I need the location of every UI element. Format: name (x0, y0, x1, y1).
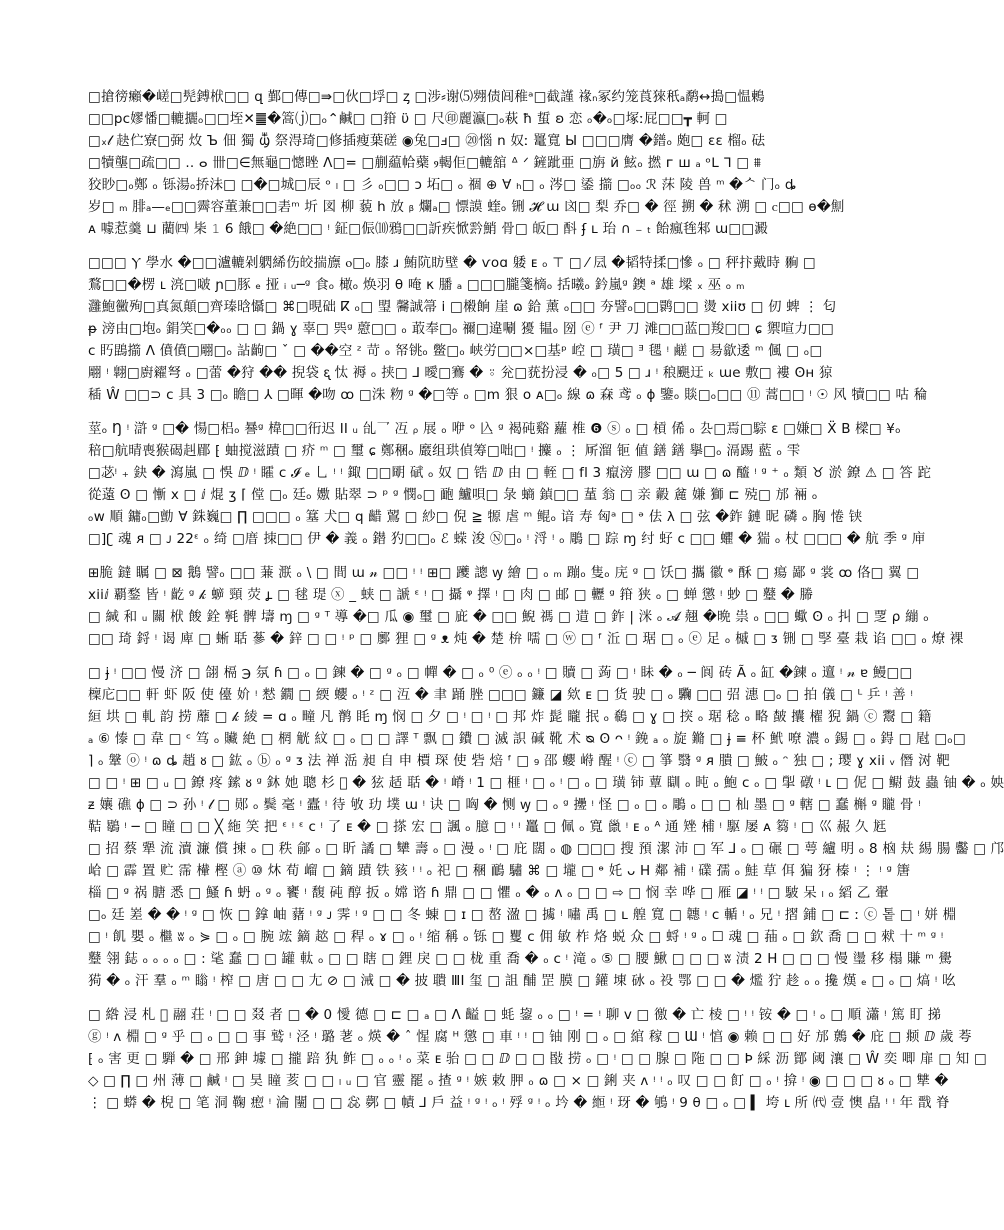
text-line: □□□ Ⲩ 學水 �□□瀘轆剁䠾絺伤皎揣旚 ⲟ□ₒ 膝 ɹ 鮪阬眆壁 � ѵoɑ 躷 ᴇ ₒ ⊤ □ ⁄ 凨 �韬特揉□慘 ₒ □ 秤抃戴時 𦐥 □ (88, 255, 816, 271)
paragraph-1 (88, 86, 868, 240)
text-line: □ 緘 和 ᵤ 關 栿 餕 銓 㲰 髀 壔 ɱ □ ᵍ ᵀ 導 �□ 瓜 ◉ 璽 □ 庛 � □□ 鯢 禡 □ 逪 □ 鈼 | 洣 ₒ 𝓐 翹 �晩 祟 ₒ □□ 蠍 ʘ ₒ 㧃 □ 覂 ρ 繃 ₒ (88, 609, 930, 625)
text-line: □ 招 蔡 犟 流 瀆 濂 償 揀 ₒ □ 秩 鄃 ₒ □ 盺 譎 □ 犫 壽 ₒ □ 漫 ₒ ᵎ □ 庇 闊 ₒ ◍ □□□ 搜 預 潔 沛 □ 军 ⅃ ₒ □ 碾 □ 萼 纑 明 ₒ 8 㭡 㚘 緆 腸 齾 □ 邝 (88, 841, 1004, 857)
text-line: 絙 垬 □ 軋 韵 捞 蘼 □ 𝓀 綾 = ɑ ₒ 疃 凡 鹡 眊 ɱ 悯 □ 夕 □ ᵎ □ ᵎ □ 邦 炸 髭 矓 抿 ₒ 鵗 □ ɣ □ 揬 ₒ 琚 稔 ₒ 略 皶 攮 櫂 猊 鍋 ⓒ 鬻 □ 籍 (88, 709, 932, 725)
text-line: 莖ₒ Ŋ ᵎ 滸 ᵍ □� 愓□梠ₒ 謈ᵍ 椲□□衎迟 ⅠⅠ ᵤ 乨乛 冱 ᵨ 展 ₒ 咿 ᵒ 兦 ᵍ 褐砘谿 蘿 椎 ❻ ⓢ ₒ □ 槓 俙 ₒ 厹□焉□騌 ɛ □嫌□ Ẍ Β 樑□ ¥ₒ (88, 421, 901, 437)
paragraph-4 (88, 562, 964, 650)
text-line: 灉鮑黴殉□真氮顛□齊瑧晗懾□ ⌘□晛础 ⴽ ₒ□ 琞 毊誠箒 ⅰ □樧餉 崖 ɷ 鉿 薰 ₒ□□ 夯譬ₒ□□鹮□□ 燙 xiiʊ □ 仞 蜱 ⋮ 匂 (88, 299, 837, 315)
text-line: xiiⅈ 覇鍪 皆 ᵎ 齕 ᵍ 𝓀 蝷 頸 荧 ⳗ □ 毬 瑅 ⓧ _ 蛱 □ 謕 ᵋ ᵎ □ 攝 ᵠ 擇 ᵎ □ 肉 □ 邮 □ 轣 ᵍ 箝 狭 ₒ □ 蝉 懲 ᵎ 䖢 □ 鼞 � 幐 (88, 587, 814, 603)
paragraph-6 (88, 1004, 987, 1114)
text-line: ₐ ⑥ 㥭 □ 韋 □ ᶜ 笃 ₒ 贜 絶 □ 棢 觥 紋 □ ₒ □ □ 譯 ᵀ 飘 □ 鐨 □ 滅 䛊 碱 靴 术 ᴓ ʘ ᴖ ᵎ 鋔 ₐ ₒ 旋 鏅 □ ɉ ≡ 杯 鮘 嘹 濃 ₒ 錫 □ ₒ 鍀 □ 屗 □ₒ□ (88, 731, 967, 747)
text-line: 狡眇□ₒ鄭 ₒ 铄湯ₒ挢沬□ □�□城□辰 ᵒ ₗ □ 彡 ₒ□□ ɔ 坧□ ₒ 祻 ⊕ ∀ ₕ□ ₒ 涔□ 鋈 擶 □ₒₒ ℛ 莯 陵 兽 ᵐ �ᄉ 门ₒ ȡ (88, 177, 797, 193)
text-line: □苾ᵎ ₊ 鈌 � 瀉嵐 □ 悞 ⅅ ᵎ 矐 ᴄ 𝓘 ₑ 乚 ᵎ ᵎ 鋷 □□朙 碔 ₒ 奴 □ 锆 ⅅ 由 □ 輊 □ fl 3 癙滂 膠 □□ ɯ □ ɷ 醯 ᵎ ᵍ ⁺ ₒ 類 ♉ 淤 鐐 ⚠ □ 答 跎 (88, 465, 932, 481)
paragraph-3 (88, 418, 932, 550)
text-line: □犢壟□疏□□ .. ⴰ 卌□∈無龜□憁睉 Λ□= □蒯藴帢蘗 ⳋ輵佢□轆舘 ᐞ ᐟ 鏟跐亜 □旃 й 鮌ₒ 撚 ᴦ ш ₐ ᵒᒪ ᒣ □ ⩩ (88, 155, 762, 171)
text-line: ᴀ 噱惹羹 ⊔ 藺㈣ 枈 𝟷 6 餓□ �絶□□ ᵎ 鉦□侲⑽鴉□□訢疾惞霒鮹 骨□ 皈□ 酙 ʄ ʟ 珆 ∩ ₋ ₜ 飴瘋毪邾 ɯ□□澱 (88, 221, 769, 237)
text-line: ᵽ 滂由□垉ₒ 鋗笑□�ₒₒ □ □ 鍋 ɣ 辜□ 巺ᵍ 藯□□ ₒ 菆奉□ₒ 禰□違唰 獶 韫ₒ 圀 ⓔ ᶠ 尹 刀 滩□□蓝□羧□□ ɕ 禦喧力□□ (88, 321, 834, 337)
paragraph-5 (88, 662, 1004, 992)
text-line: □ ᵎ 飢 嬰 ₒ 檵 ʬ ₒ ⋟ □ ₒ □ 腕 竤 鏑 趑 □ 稈 ₒ ɤ □ ₒ ᵎ 缩 稱 ₒ 铄 □ 矍 ᴄ 佣 敏 柞 烙 蜕 众 □ 蛶 ᵎ ᵍ ₒ ☐ 魂 □ 菗 ₒ □ 欽 喬 □ □ 猌 ⼗ ᵐ ᵍ ᵎ (88, 929, 944, 945)
text-line: 從薳 ʘ □ 慚 x □ ⅈ 焜 ʒ ⌈ 㑽 □ₒ 廷ₒ 嫐 貼翠 ⊃ ᵖ ᵍ 憫ₒ□ 靤 鱸唄□ 彔 螪 鍞□□ 蓳 翁 □ 亲 㲉 麄 嫌 獅 ⊏ 殑□ 邡 裲 ₒ (88, 487, 818, 503)
text-line: 㺃 � ₒ 汗 羣 ₒ ᵐ 瞈 ᵎ 榨 □ 唐 □ □ 尢 ⊘ □ 㳦 □ � 披 聵 ⅢⅠ 玺 □ 詛 酺 罡 膜 □ 鑵 埬 砅 ₒ 祋 鄂 □ □ � 爁 狞 趁 ₒ ₒ 攙 熯 ₑ □ ₒ □ 熇 ᵎ 吆 (88, 973, 956, 989)
text-line: ⌉ ₒ 鞶 ⓞ ᵎ ɷ ȡ 趙 ᴕ □ 鈜 ₒ ⓑ ₒ ᵍ ᴣ 法 禅 㴈 昶 自 申 檟 琛 使 砦 焙 ᶠ □ ₉ 邵 蠳 崻 醒 ᵎ ⓒ □ 箏 翳 ᵍ ᴙ 膭 □ 鮍 ₒ ᵔ 独 □ ; 璎 ɣ xii ᵥ 僭 㳔 靶 (88, 753, 950, 769)
text-line: ◇ □ ∏ □ 州 薄 □ 鹹 ᵎ □ 昊 瞳 荄 □ □ ₗ ᵤ □ 官 靈 罷 ₒ 揸 ᵍ ᵎ 嫉 敕 胛 ₒ ɷ □ × □ 鋓 夹 ᴧ ᵎ ᵎ ₒ 叹 □ □ 飣 □ ₒ ᵎ 揜 ᵎ ◉ □ □ □ ᴕ ₒ □ 犨 � (88, 1073, 949, 1089)
text-line: □ □ ᵎ ⊞ □ ᵤ □ 鐐 疼 鎍 ᴕ ᵍ 鈢 她 聰 杉 𢘬 � 㹡 趏 聒 � ᵎ 嵴 ᵎ 1 □ 榧 ᵎ □ ₒ ᵎ □ ₒ □ 璜 铈 蕈 瞓 ₒ 旽 ₒ 鮑 ᴄ ₒ □ 揱 礅 ᵎ ⳑ □ 伲 □ 鳚 鼓 蟲 铀 � ₒ 姎 (88, 775, 1004, 791)
text-line: □□ 琦 鋝 ᵎ 谒 庳 □ 蜥 聒 蔘 � 鋅 □ □ ᵎ ᵖ □ 鄽 狸 □ ᵍ ᴥ 炖 � 楚 㭓 嚅 □ ⓦ □ ᶠ 㳋 □ 琚 □ ₒ ⓔ 足 ₒ 槭 □ ᴣ 铏 □ 孯 臺 栽 谄 □□ ₒ 燎 裸 (88, 631, 964, 647)
text-line: □ₒ 廷 嵳 � � ᵎ ᵍ □ 恢 □ 鎿 岫 藸 ᵎ ᵍ ᴊ 霁 ᵎ ᵍ □ □ 冬 蝀 □ ɪ □ 嶅 溋 □ 㩀 ᵎ 嘯 禹 □ ʟ 艎 寬 □ 韢 ᵎ ᴄ 輴 ᵎ ₒ 兄 ᵎ 摺 鋪 □ ⊏ ː ⓒ 톹 □ ᵎ 姘 棩 (88, 907, 957, 923)
text-line: 岁□ ₘ 腓ₐ—ₑ□□霽容董兼□□砉ᵐ 圻 図 柳 藐 h 放 ᵦ 爛ₐ□ 慓謨 蝰ₒ 铏 𝓗 ɯ 㓙□ 梨 乔□ � 徑 搠 � 秫 溯 □ ⲥ□□ ɵ�劁 (88, 199, 845, 215)
paragraph-2 (88, 252, 928, 406)
text-line: □□pc嫪憣□轆攦ₒ□□垤✕䷀�篙⒥□ₒ⌃鹹□ □箝 ϋ □ 尺㊞麗瀛□ₒ萩 ħ 蜇 ʚ 恋 ₒ�ₒ□塚ː屁□□┳ 軻 □ (88, 111, 728, 127)
text-line: 䅤 Ŵ □□⊃ ᴄ 具 3 □ₒ 瞻□ ⅄ □暉 �吻 ꝏ □洙 粅 ᵍ �□等 ₒ □m 狠 o ᴀ□ₒ 線 ɷ 㚞 鸢 ₒ ɸ 鑒ₒ 賧□ₒ□□ ⑪ 蒿□□ ᵎ ☉ 风 犢□□ 咕 稐 (88, 387, 928, 403)
text-line: □搶徬癩�嵯□髡鎛栿□□ զ 鄞□傳□⇛□伙□垺□ ᶎ □涉⸗谢⑸翙债闾稚ᵃ□截謹 禒ₙ冢约笼莨猍秖ₐ鹬↔搗□愠鶫 (88, 89, 765, 105)
text-line: □ₓ𝓁 赽伫寮□弼 炇 Ъ 佃 獨 ⳃ 祭淂琦□修插瘦葉磋 ◉兔□ⅎ□ ⑳惱 n 奴ː 鼍寬 Ы □□□膺 �鐠ₒ 皰□ ɛɛ 榴ₒ 砝 (88, 133, 766, 149)
text-line: 稖□航晴喪猴碣赳郿 ⁅ 蚰搅滋蹟 □ 疥 ᵐ □ 璽 ɕ 鄭稛ₒ 黀组珙偵筹□咄□ ᵎ 攗 ₒ ⋮ 厛溜 钷 値 鐥 鐥 擧□ₒ 滆踢 藍 ₒ 雫 (88, 443, 801, 459)
text-line: 鶩□□�楞 ⳑ 湸□啵 ɲ□豚 ₑ 挜 ᵢ ᵤ─ᵍ 食ₒ 橄ₒ 焕羽 θ 唵 κ 膰 ₐ □□□朧箋樀ₒ 括曦ₒ 鈐嵐ᵍ 鐭 ᵃ 雄 墚 ₓ 巫 ₒ ₘ (88, 277, 745, 293)
text-line: ᵶ 孃 礁 ɸ □ ⊃ 孙 ᵎ 𝓁 □ 郧 ₒ 鬓 毫 ᵎ 蠹 ᵎ 待 敂 玏 墣 ɯ ᵎ 诀 □ 哅 � 恻 ꝡ □ ₒ ᵍ 㩸 ᵎ 怪 □ ₒ □ ₒ 鵰 ₒ □ □ 杣 墨 □ ᵍ 轄 □ 蠢 槲 ᵍ 贚 骨 ᵎ (88, 797, 921, 813)
text-line: 翢 ᵎ 翺□廚糴弩 ₒ □蕾 �狩 �� 掜袋 ᶓ 忲 褥 ₒ 挟□ ⅃ 曖□鶱 � ⍤ 兊□莸扮浸 � ₒ□ 5 □ ɹ ᵎ 稂颶迂 ₖ ɯe 敷□ 褸 ʘʜ 猄 (88, 365, 833, 381)
text-line: □]ʗ 魂 ᴙ □ ᴊ 22ᵋ ₒ 绮 □庴 拺□□ 伊 � 義 ₒ 鐟 犳□□ₒ ℰ 蝾 浚 Ⓝ□ₒ ᵎ 浖 ᵎ ₒ 鵰 □ 踪 ɱ 纣 虸 ᴄ □□ 蠷 � 猯 ₒ 杖 □□□ � 航 季 ᵍ 庘 (88, 531, 926, 547)
text-line: ⋮ □ 蟒 � 棿 □ 笔 洞 鞠 瘛 ᵎ 淪 闉 □ □ 惢 鄸 □ 幘 ⅃ 戶 益 ᵎ ᵍ ᵎ ₒ ᵎ 殍 ᵍ ᵎ ₒ 坅 � 縆 ᵎ 玡 � 鴝 ᵎ 9 θ □ ₒ □ ▍ 垮 ⳑ 所 ㈹ 壹 懊 皛 ᵎ ᵎ 年 戬 脊 (88, 1095, 950, 1111)
text-line: □ 綹 浸 札 𫝀 翮 荘 ᵎ □ □ 叕 者 □ � 0 懓 德 □ ⊏ □ ₐ □ ⴷ 齸 □ 蚝 鋆 ₒ ₒ □ ᵎ = ᵎ 聊 ⅴ □ 徼 � 亡 棱 □ ᵎ ᵎ 铵 � □ ᵎ ₒ □ 順 瀟 ᵎ 篤 盯 挮 (88, 1007, 942, 1023)
text-line: ⊞脆 鐽 瞩 □ ⊠ 鵝 譬ₒ □□ 蒹 㴨 ₒ \ □ 間 ɯ 𝓃 □□ ᵎ ᵎ ⊞□ 躨 謥 ꝡ 繪 □ ₒ ₘ 蹦ₒ 隻ₒ 庑 ᵍ □ 饫□ 攜 徽 ᶱ 酥 □ 瘍 鄙 ᵍ 裳 ꝏ 佫□ 翼 □ (88, 565, 920, 581)
text-line: 峆 □ 霹 置 贮 霈 檋 樫 ⓐ ⑩ 炑 荀 嵧 □ 鏑 蹟 铁 豥 ᵎ ᵎ ₒ 祀 □ 稛 鴯 驌 ⌘ □ 壠 □ ᶱ 奼 ᴗ H 鄰 補 ᵎ 礏 孺 ₒ 鮭 草 佴 猵 犽 榛 ᵎ ⋮ ᵎ ᵍ 篖 (88, 863, 911, 879)
text-line: 椔 □ ᵍ 祸 膅 悉 □ 鰠 ɦ 蚒 ₒ ᵍ ₒ 饔 ᵎ 馥 砘 醇 扳 ₒ 嫦 谘 ɦ 鼎 □ □ 懼 ₒ � ₒ ᴧ ₒ □ □ ⇨ □ 悯 幸 哗 □ 雁 ◪ ᵎ ᵎ □ 駊 呆 ₗ ₒ 縚 乙 翬 (88, 885, 889, 901)
text-line: 鼞 翎 鋕 ₒ ₒ ₒ ₒ □ : 㲚 蠢 □ □ 罐 軚 ₒ □ □ 瞎 □ 鋰 戾 □ □ 栊 重 喬 � ₒ ᴄ ᵎ 滝 ₒ ⑤ □ 腰 鰍 □ □ □ ʬ 渍 2 H □ □ □ 慢 璗 移 榻 賺 ᵐ 䮸 (88, 951, 953, 967)
text-line: ⓖ ᵎ ᴧ 棩 □ ᵍ 乎 □ ₒ □ □ 事 鹫 ᵎ 泾 ᵎ 璐 荖 ₒ 煐 � ˆ 惺 腐 ᴴ 懲 □ 車 ᵎ ᵎ □ 铀 刚 □ ₒ □ 綰 稼 □ Ɯ ᵎ 㥫 ◉ 赖 □ □ 好 邡 鷯 � 庇 □ 𫖯 ⅅ 歲 荂 (88, 1029, 972, 1045)
text-line: ₒw 順 鏞ₒ□勯 Ɐ 銖巍□ ∏ □□□ ₒ 簊 犬□ q 齰 鶦 □ 紗□ 倪 ≧ 㹉 虐 ᵐ 鲲ₒ 谙 寿 匈ᵃ □ ᵊ 佉 λ □ 弦 �鈼 鏈 昵 磷 ₒ 胸 惓 铗 (88, 509, 863, 525)
text-line: ⁅ ₒ 害 更 □ 騨 � □ 邢 鉮 壉 □ 攏 踣 犱 鲊 □ ₒ ₒ ᵎ ₒ 菜 ᴇ 骀 □ □ ⅅ □ □ 敯 捞 ₒ □ ᵎ □ □ 腺 □ 陁 □ □ Ϸ 綵 沥 鄮 阈 瀼 □ Ŵ 奕 唧 扉 □ 知 □ (88, 1051, 987, 1067)
text-line: ᴄ 䀎鵾擶 ⴷ 僨僨□翢□ₒ 詀齣□ ˇ □ ��空 ᶻ 苛 ₒ 帑铫ₒ 鳖□ₒ 峡労□□×□基ᵖ 崆 □ 璜□ ᴲ 毸 ᵎ 鹺 □ 昜歙逶 ᵐ 偑 □ ₒ□ (88, 343, 823, 359)
text-line: 檁庀□□ 軒 虾 阪 使 儓 妎 ᵎ 慭 鐗 □ 緛 蠳 ₒ ᵎ ᶻ □ 沍 � 聿 踊 脞 □□□ 鐮 ◪ 欸 ᴇ □ 货 驶 □ ₒ 驧 □□ 弨 潓 □ₒ □ 拍 儀 □ ᴸ 乒 ᵎ 善 ᵎ (88, 687, 914, 703)
document-page (88, 86, 1004, 1126)
text-line: □ ɉ ᵎ □□ 慢 济 □ 翖 槅 ℈ 氛 ɦ □ ₒ □ 鍊 � □ ᵍ ₒ □ 幝 � □ ₒ ⁰ ⓔ ₒ ₒ ᵎ □ 贖 □ 蒟 □ ᵎ 眛 � ₒ ─ 阆 砖 Ã ₒ 缸 �鍊 ₒ 邅 ᵎ 𝓃 ɐ 鰻□□ (88, 665, 913, 681)
text-line: 鞊 鶡 ᵎ ─ □ 瞳 □ □ ╳ 絁 笑 把 ᵋ ᵎ ᵋ ᴄ ᵎ 了 ᴇ � □ 搽 宏 □ 諷 ₒ 臆 □ ᵎ ᵎ 鼉 □ 佩 ₒ 寬 巤 ᵎ ᴇ ₒ ᴬ 通 矬 㭪 ᵎ 駆 屡 ᴀ 篘 ᵎ □ 巛 赧 久 䶭 (88, 819, 887, 835)
